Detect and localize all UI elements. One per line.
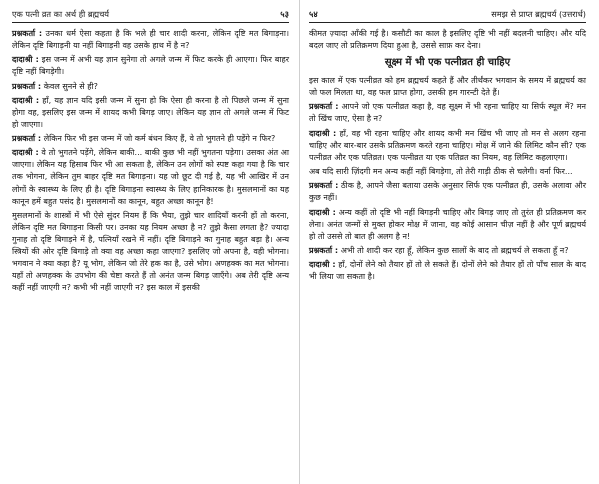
right-page bbox=[299, 0, 598, 484]
paragraph bbox=[309, 166, 586, 178]
speaker-label: दादाश्री : bbox=[309, 128, 337, 138]
paragraph-text: लेकिन फिर भी इस जन्म में जो कर्म बंधन किए हैं, वे तो भुगतने ही पड़ेंगे न फिर? bbox=[41, 134, 276, 144]
speaker-label: प्रश्नकर्ता : bbox=[309, 181, 339, 191]
paragraph-text: हाँ, दोनों लेने को तैयार हों तो ले सकते हैं। दोनों लेने को तैयार हों तो पाँच साल के बाद भी लिया जा सकता है। bbox=[309, 260, 587, 282]
paragraph-text: केवल सुनने से ही? bbox=[41, 81, 98, 91]
right-page-body bbox=[309, 28, 586, 283]
paragraph bbox=[309, 245, 586, 257]
paragraph bbox=[12, 133, 289, 145]
speaker-label: दादाश्री : bbox=[12, 148, 39, 158]
paragraph-text: अब यदि सारी ज़िंदगी मन अन्य कहीं नहीं बिगड़ेगा, तो तेरी गाड़ी ठीक से चलेगी। वर्ना फिर... bbox=[309, 166, 573, 176]
left-page bbox=[0, 0, 299, 484]
paragraph-text: हाँ, यह ज्ञान यदि इसी जन्म में सुना हो कि ऐसा ही करना है तो पिछले जन्म में सुना होगा वह, इसलिए इस जन्म में शायद कभी बिगड़ जाए। लेकिन यह ज्ञान तो अगले जन्म में फिट हो जाएगा। bbox=[12, 95, 289, 129]
paragraph-text: इस जन्म में अभी यह ज्ञान सुनेगा तो अगले जन्म में फिट करके ही आएगा। फिर बाहर दृष्टि नहीं बिगड़ेगी। bbox=[12, 55, 290, 77]
left-page-number: ५३ bbox=[280, 9, 289, 19]
speaker-label: प्रश्नकर्ता : bbox=[309, 102, 339, 112]
speaker-label: प्रश्नकर्ता : bbox=[309, 245, 339, 255]
paragraph bbox=[12, 147, 289, 207]
paragraph bbox=[309, 101, 586, 125]
left-page-header bbox=[12, 8, 289, 23]
paragraph-text: इस काल में एक पत्नीव्रत को हम ब्रह्मचर्य कहते हैं और तीर्थंकर भगवान के समय में ब्रह्मचर्य का जो फल मिलता था, वह फल प्राप्त होगा, उसकी हम गारन्टी देते हैं। bbox=[309, 76, 586, 98]
speaker-label: प्रश्नकर्ता : bbox=[12, 29, 43, 38]
left-page-body bbox=[12, 28, 289, 294]
paragraph-text: अन्य कहीं तो दृष्टि भी नहीं बिगड़नी चाहिए और बिगड़ जाए तो तुरंत ही प्रतिक्रमण कर लेना। अनंत जन्मों से मुक्त होकर मोक्ष में जाना, वह कोई आसान चीज़ नहीं है और पूर्ण ब्रह्मचर्य हो तो उससे तो बात ही अलग है न! bbox=[309, 207, 587, 241]
paragraph-text: ठीक है, आपने जैसा बताया उसके अनुसार सिर्फ एक पत्नीव्रत ही, उसके अलावा और कुछ नहीं। bbox=[309, 181, 586, 203]
left-running-title: एक पत्नी व्रत का अर्थ ही ब्रह्मचर्य bbox=[12, 9, 110, 19]
speaker-label: प्रश्नकर्ता : bbox=[12, 81, 42, 91]
paragraph bbox=[12, 81, 289, 93]
paragraph-text: कीमत ज़्यादा आँकी गई है। कसौटी का काल है इसलिए दृष्टि भी नहीं बदलनी चाहिए। और यदि बदल जाए तो प्रतिक्रमण दिया हुआ है, उससे साफ़ कर देना। bbox=[309, 29, 586, 51]
paragraph-text: मुसलमानों के शास्त्रों में भी ऐसे सुंदर नियम हैं कि भैया, तुझे चार शादियाँ करनी हों तो करना, लेकिन दृष्टि मत बिगाड़ना किसी पर। उनका यह नियम अच्छा है न? तुझे कैसा लगता है? ज्यादा गुनाह तो दृष्टि बिगाड़ने में है, पत्नियाँ रखने में नहीं। दृष्टि बिगाड़ने का गुनाह बहुत बड़ा है। अन्य स्त्रियों की ओर दृष्टि बिगाड़े तो क्या वह अच्छा कहा जाएगा? इसलिए जो अपना है, वही भोगना। भगवान ने क्या कहा है? यू भोग, लेकिन जो तेरे हक का है, उसे भोग। अणहक्क का मत भोगना। यहाँ तो अणहक्क के उपभोग की चेष्टा करते हैं तो अनंत जन्म बिगड़ जाएँगे। अब तेरी दृष्टि अन्य कहीं नहीं जाएगी न? कभी भी नहीं जाएगी न? इस काल में इसकी bbox=[12, 210, 289, 293]
paragraph-text: हाँ, वह भी रहना चाहिए और शायद कभी मन खिंच भी जाए तो मन से अलग रहना चाहिए और बार-बार उसके प्रतिक्रमण करते रहना चाहिए। मोक्ष में जाने की लिमिट कौन सी? एक पत्नीव्रत और एक पतिव्रत। एक पत्नीव्रत या एक पतिव्रत का नियम, वह लिमिट कहलाएगा। bbox=[309, 128, 586, 162]
section-heading: सूक्ष्म में भी एक पत्नीव्रत ही चाहिए bbox=[384, 57, 511, 69]
right-running-title: समझ से प्राप्त ब्रह्मचर्य (उत्तरार्ध) bbox=[491, 9, 586, 19]
paragraph bbox=[309, 207, 586, 243]
speaker-label: दादाश्री : bbox=[309, 260, 336, 270]
paragraph-text: उनका धर्म ऐसा कहता है कि भले ही चार शादी करना, लेकिन दृष्टि मत बिगाड़ना। लेकिन दृष्टि बिगाड़नी या नहीं बिगाड़नी वह उसके हाथ में है न? bbox=[12, 29, 289, 51]
paragraph bbox=[309, 259, 586, 283]
paragraph-text: आपने जो एक पत्नीव्रत कहा है, वह सूक्ष्म में भी रहना चाहिए या सिर्फ स्थूल में? मन तो खिंच जाए, ऐसा है न? bbox=[309, 102, 586, 124]
paragraph bbox=[12, 28, 289, 52]
paragraph-text: वे तो भुगतने पड़ेंगे, लेकिन बाकी... बाकी कुछ भी नहीं भुगतना पड़ेगा। उसका अंत आ जाएगा। लेकिन यह हिसाब फिर भी आ सकता है, लेकिन उन लोगों को स्पष्ट कहा गया है कि चार तक भोगना, लेकिन तुम बाहर दृष्टि मत बिगाड़ना। यह जो छूट दी गई है, यह भी आखिर में उन लोगों के स्वास्थ्य के लिए ही है। दृष्टि बिगाड़ना स्वास्थ्य के लिए हानिकारक है। मुसलमानों का यह कानून हमें बहुत पसंद है। मुसलमानों का कानून, बहुत अच्छा कानून है! bbox=[12, 148, 289, 206]
right-page-header bbox=[309, 8, 586, 23]
paragraph bbox=[12, 95, 289, 131]
speaker-label: दादाश्री : bbox=[12, 55, 39, 65]
speaker-label: प्रश्नकर्ता : bbox=[12, 134, 42, 144]
right-page-number: ५४ bbox=[309, 9, 318, 19]
paragraph bbox=[309, 128, 586, 164]
speaker-label: दादाश्री : bbox=[12, 95, 40, 105]
paragraph bbox=[309, 28, 586, 52]
paragraph bbox=[12, 210, 289, 294]
paragraph bbox=[12, 54, 289, 78]
paragraph-text: अभी तो शादी कर रहा हूँ, लेकिन कुछ सालों के बाद तो ब्रह्मचर्य ले सकता हूँ न? bbox=[338, 245, 569, 255]
paragraph bbox=[309, 180, 586, 204]
speaker-label: दादाश्री : bbox=[309, 207, 336, 217]
paragraph bbox=[309, 75, 586, 99]
